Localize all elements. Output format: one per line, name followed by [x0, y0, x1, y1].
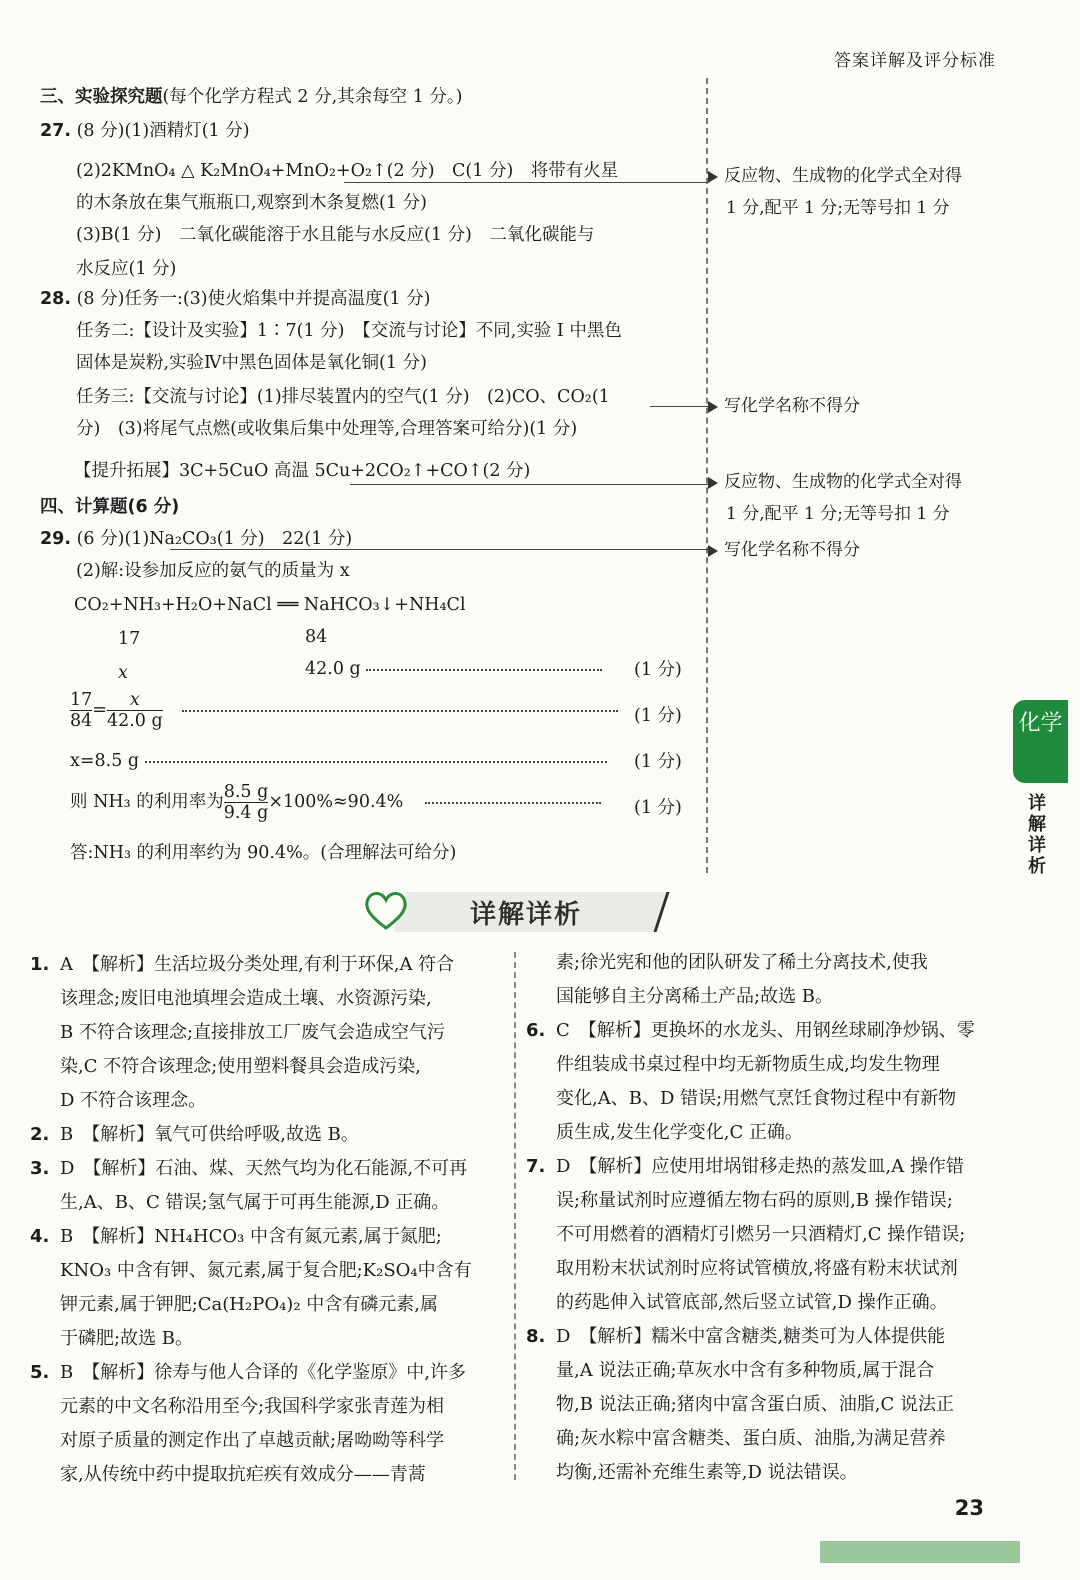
q29-number: 29.: [40, 529, 72, 549]
fraction-numerator: 8.5 g: [223, 782, 269, 802]
answer-number: 5.: [30, 1362, 50, 1383]
fraction-denominator: 84: [70, 711, 93, 731]
answer-text: D 【解析】糯米中富含糖类,糖类可为人体提供能: [556, 1326, 946, 1347]
result-value: x=8.5 g: [70, 751, 140, 771]
page-header: 答案详解及评分标准: [834, 51, 996, 71]
q29-mass-x: x: [118, 663, 128, 683]
note-text: 写化学名称不得分: [724, 396, 860, 416]
q28-line2: 任务二:【设计及实验】1∶7(1 分) 【交流与讨论】不同,实验 Ⅰ 中黑色: [76, 321, 622, 341]
answer-line: [556, 1422, 1006, 1456]
note-text: 反应物、生成物的化学式全对得: [724, 472, 962, 492]
answer-line: [526, 1150, 1006, 1184]
answer-text: 该理念;废旧电池填埋会造成土壤、水资源污染,: [60, 988, 432, 1009]
scoring-note-3b: 1 分,配平 1 分;无等号扣 1 分: [726, 504, 950, 524]
answer-line: [556, 1388, 1006, 1422]
answer-text: KNO₃ 中含有钾、氮元素,属于复合肥;K₂SO₄中含有: [60, 1260, 472, 1281]
answer-line: [60, 1016, 506, 1050]
q29-mass-value: 42.0 g: [305, 659, 361, 679]
section-4-title: [40, 494, 700, 520]
answer-line: [60, 1390, 506, 1424]
answer-text: 物,B 说法正确;猪肉中富含蛋白质、油脂,C 说法正: [556, 1394, 954, 1415]
answer-text: 素;徐光宪和他的团队研发了稀土分离技术,使我: [556, 952, 928, 973]
answer-line: [60, 1186, 506, 1220]
leader-dots: [366, 669, 602, 671]
q29-text: (6 分)(1)Na₂CO₃(1 分) 22(1 分): [76, 529, 353, 549]
q29-equation: CO₂+NH₃+H₂O+NaCl ══ NaHCO₃↓+NH₄Cl: [74, 595, 466, 615]
answer-text: C 【解析】更换坏的水龙头、用钢丝球刷净炒锅、零: [556, 1020, 975, 1041]
answer-text: 的药匙伸入试管底部,然后竖立试管,D 操作正确。: [556, 1292, 948, 1313]
answer-text: 不可用燃着的酒精灯引燃另一只酒精灯,C 操作错误;: [556, 1224, 966, 1245]
answer-line: [30, 1356, 506, 1390]
equals-sign: =: [92, 700, 107, 720]
answer-line: [556, 946, 1006, 980]
answer-text: 误;称量试剂时应遵循左物右码的原则,B 操作错误;: [556, 1190, 953, 1211]
leader-dots: [145, 761, 607, 763]
answer-line: [60, 1084, 506, 1118]
answer-text: 对原子质量的测定作出了卓越贡献;屠呦呦等科学: [60, 1430, 445, 1451]
q29-ratio: [70, 690, 640, 731]
q29-mass-given: [305, 656, 605, 682]
answer-line: [30, 1220, 506, 1254]
section-4-label: 四、计算题(6 分): [40, 497, 180, 517]
answer-number: 4.: [30, 1226, 50, 1247]
q27-number: 27.: [40, 121, 72, 141]
answer-line: [60, 1288, 506, 1322]
answer-text: 元素的中文名称沿用至今;我国科学家张青莲为相: [60, 1396, 445, 1417]
rate-prefix: 则 NH₃ 的利用率为: [70, 792, 224, 812]
q28-line1: [40, 286, 700, 312]
answer-number: 2.: [30, 1124, 50, 1145]
q27-line2: (2)2KMnO₄ △ K₂MnO₄+MnO₂+O₂↑(2 分) C(1 分) 将带有火星: [76, 161, 619, 181]
rate-fraction: [224, 782, 269, 823]
note-text: 反应物、生成物的化学式全对得: [724, 166, 962, 186]
answer-text: 确;灰水粽中富含糖类、蛋白质、油脂,为满足营养: [556, 1428, 946, 1449]
answer-line: [556, 1456, 1006, 1490]
fraction-left: [70, 690, 92, 731]
answer-line: [556, 1184, 1006, 1218]
answer-text: 取用粉末状试剂时应将试管横放,将盛有粉末状试剂: [556, 1258, 958, 1279]
fraction-numerator: 17: [70, 690, 93, 710]
answer-line: [30, 1118, 506, 1152]
right-column: [526, 946, 1006, 1490]
q27-line1: [40, 118, 700, 144]
scoring-note-4: [708, 534, 860, 566]
answer-line: [556, 1286, 1006, 1320]
answer-number: 3.: [30, 1158, 50, 1179]
section-title: [40, 84, 700, 110]
answer-number: 6.: [526, 1020, 546, 1041]
section-3-note: (每个化学方程式 2 分,其余每空 1 分。): [162, 87, 463, 107]
arrow-icon: [708, 545, 718, 557]
answer-line: [30, 948, 506, 982]
q28-line4: 任务三:【交流与讨论】(1)排尽装置内的空气(1 分) (2)CO、CO₂(1: [76, 387, 610, 407]
note-leader: [650, 406, 708, 407]
answer-text: 均衡,还需补充维生素等,D 说法错误。: [556, 1462, 858, 1483]
q27-line5: 水反应(1 分): [76, 259, 177, 279]
rate-suffix: ×100%≈90.4%: [268, 792, 404, 812]
q27-line3: 的木条放在集气瓶瓶口,观察到木条复燃(1 分): [76, 193, 427, 213]
note-leader: [344, 182, 708, 183]
answer-text: 染,C 不符合该理念;使用塑料餐具会造成污染,: [60, 1056, 422, 1077]
answer-number: 7.: [526, 1156, 546, 1177]
answer-line: [526, 1320, 1006, 1354]
leader-dots: [182, 710, 618, 712]
answer-text: 家,从传统中药中提取抗疟疾有效成分——青蒿: [60, 1464, 426, 1485]
answer-line: [556, 1218, 1006, 1252]
answer-number: 8.: [526, 1326, 546, 1347]
q29-mass-84: 84: [305, 627, 328, 647]
page-number: 23: [954, 1496, 984, 1520]
answer-line: [60, 1458, 506, 1492]
answer-number: 1.: [30, 954, 50, 975]
answer-text: 钾元素,属于钾肥;Ca(H₂PO₄)₂ 中含有磷元素,属: [60, 1294, 438, 1315]
fraction-numerator: x: [107, 690, 163, 711]
answer-line: [556, 1082, 1006, 1116]
fraction-right: [107, 690, 163, 731]
answer-line: [556, 1252, 1006, 1286]
score-mark: (1 分): [634, 706, 682, 726]
q29-answer: 答:NH₃ 的利用率约为 90.4%。(合理解法可给分): [70, 843, 457, 863]
score-mark: (1 分): [634, 798, 682, 818]
q27-line4: (3)B(1 分) 二氧化碳能溶于水且能与水反应(1 分) 二氧化碳能与: [76, 225, 595, 245]
arrow-icon: [708, 171, 718, 183]
heart-icon: [362, 886, 410, 934]
q28-text: (8 分)任务一:(3)使火焰集中并提高温度(1 分): [76, 289, 431, 309]
score-mark: (1 分): [634, 752, 682, 772]
score-mark: (1 分): [634, 660, 682, 680]
answer-line: [60, 982, 506, 1016]
answer-line: [556, 1048, 1006, 1082]
arrow-icon: [708, 477, 718, 489]
q28-line6: 【提升拓展】3C+5CuO 高温 5Cu+2CO₂↑+CO↑(2 分): [74, 461, 531, 481]
answer-line: [556, 1116, 1006, 1150]
answer-text: B 【解析】徐寿与他人合译的《化学鉴原》中,许多: [60, 1362, 466, 1383]
note-text: 写化学名称不得分: [724, 540, 860, 560]
banner-title: 详解详析: [470, 900, 583, 930]
answer-line: [526, 1014, 1006, 1048]
answer-line: [556, 1354, 1006, 1388]
answer-text: A 【解析】生活垃圾分类处理,有利于环保,A 符合: [60, 954, 455, 975]
answer-text: 生,A、B、C 错误;氢气属于可再生能源,D 正确。: [60, 1192, 450, 1213]
q28-line3: 固体是炭粉,实验Ⅳ中黑色固体是氧化铜(1 分): [76, 353, 427, 373]
answer-line: [556, 980, 1006, 1014]
answer-text: 件组装成书桌过程中均无新物质生成,均发生物理: [556, 1054, 940, 1075]
answer-line: [30, 1152, 506, 1186]
answer-text: 变化,A、B、D 错误;用燃气烹饪食物过程中有新物: [556, 1088, 957, 1109]
answer-text: 量,A 说法正确;草灰水中含有多种物质,属于混合: [556, 1360, 935, 1381]
scoring-note-2: [708, 390, 860, 422]
q29-mass-17: 17: [118, 629, 141, 649]
section-banner: [360, 886, 666, 936]
q28-line5: 分) (3)将尾气点燃(或收集后集中处理等,合理答案可给分)(1 分): [76, 419, 578, 439]
answer-line: [60, 1254, 506, 1288]
answer-text: 质生成,发生化学变化,C 正确。: [556, 1122, 803, 1143]
answer-line: [60, 1050, 506, 1084]
fraction-denominator: 9.4 g: [223, 803, 269, 823]
side-label: 详解详析: [1028, 793, 1046, 877]
answer-text: D 不符合该理念。: [60, 1090, 207, 1111]
leader-dots: [425, 802, 601, 804]
q29-line2: (2)解:设参加反应的氨气的质量为 x: [76, 561, 350, 581]
decorative-bar: [820, 1541, 1020, 1563]
answer-text: B 不符合该理念;直接排放工厂废气会造成空气污: [60, 1022, 446, 1043]
answer-text: 于磷肥;故选 B。: [60, 1328, 194, 1349]
answer-text: B 【解析】氧气可供给呼吸,故选 B。: [60, 1124, 359, 1145]
arrow-icon: [708, 401, 718, 413]
answer-text: B 【解析】NH₄HCO₃ 中含有氮元素,属于氮肥;: [60, 1226, 442, 1247]
answer-text: D 【解析】石油、煤、天然气均为化石能源,不可再: [60, 1158, 468, 1179]
q29-result: [70, 748, 630, 774]
scoring-note-3: [708, 466, 962, 498]
q29-rate: [70, 782, 630, 823]
note-leader: [350, 484, 708, 485]
note-leader: [170, 549, 708, 550]
subject-tab: 化学: [1013, 700, 1068, 783]
scoring-note-1b: 1 分,配平 1 分;无等号扣 1 分: [726, 198, 950, 218]
answer-text: D 【解析】应使用坩埚钳移走热的蒸发皿,A 操作错: [556, 1156, 964, 1177]
column-divider: [514, 952, 516, 1480]
answer-line: [60, 1424, 506, 1458]
section-3-label: 三、实验探究题: [40, 87, 163, 107]
scoring-note-1: [708, 160, 962, 192]
left-column: [30, 948, 506, 1492]
answer-text: 国能够自主分离稀土产品;故选 B。: [556, 986, 834, 1007]
fraction-denominator: 42.0 g: [106, 711, 163, 731]
q28-number: 28.: [40, 289, 72, 309]
answer-line: [60, 1322, 506, 1356]
q27-text: (8 分)(1)酒精灯(1 分): [76, 121, 250, 141]
